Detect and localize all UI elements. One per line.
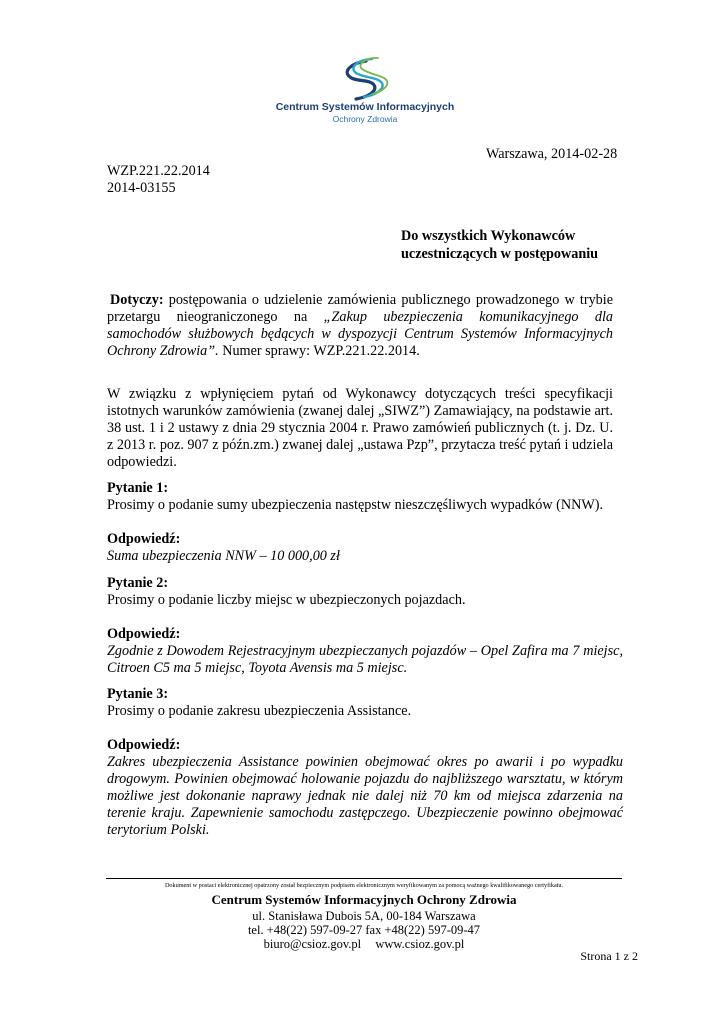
addressee-line-2: uczestniczących w postępowaniu [401, 246, 599, 262]
question-label: Pytanie 3: [107, 686, 169, 702]
reference-number: WZP.221.22.2014 [107, 163, 210, 179]
subject-title: „Zakup ubezpieczenia komunikacyjnego dla samochodów służbowych będących w dyspozycji Centrum Systemów Informacyjnych Ochrony Zdrowia”. [107, 309, 614, 359]
qa-3 [107, 686, 623, 839]
subject-label: Dotyczy: [110, 292, 164, 308]
answer-label: Odpowiedź: [107, 737, 181, 753]
answer-text: Zakres ubezpieczenia Assistance powinien obejmować okres po awarii i po wypadku drogowym. Powinien obejmować holowanie pojazdu do najbliższego warsztatu, w którym możliwe jest dokonanie naprawy jednak nie dalej niż 70 km od miejsca zdarzenia na terenie kraju. Zapewnienie samochodu zastępczego. Ubezpieczenie powinno obejmować terytorium Polski. [107, 754, 623, 838]
question-label: Pytanie 2: [107, 575, 169, 591]
question-text: Prosimy o podanie sumy ubezpieczenia następstw nieszczęśliwych wypadków (NNW). [107, 497, 604, 513]
subject-case-number: Numer sprawy: WZP.221.22.2014. [218, 343, 420, 359]
footer-divider [106, 878, 622, 879]
footer-email-link[interactable]: biuro@csioz.gov.pl [263, 937, 362, 951]
csioz-swirl-icon [270, 55, 460, 103]
question-label: Pytanie 1: [107, 480, 169, 496]
addressee [401, 227, 598, 263]
answer-text: Zgodnie z Dowodem Rejestracyjnym ubezpieczanych pojazdów – Opel Zafira ma 7 miejsc, Citroen C5 ma 5 miejsc, Toyota Avensis ma 5 miejsc. [107, 643, 623, 676]
answer-text: Suma ubezpieczenia NNW – 10 000,00 zł [107, 548, 340, 564]
logo-name: Centrum Systemów Informacyjnych [275, 101, 455, 113]
answer-label: Odpowiedź: [107, 531, 181, 547]
question-text: Prosimy o podanie zakresu ubezpieczenia Assistance. [107, 703, 412, 719]
logo [270, 55, 460, 123]
subject-paragraph [107, 292, 613, 360]
footer-contact [106, 936, 622, 952]
reference-number-2: 2014-03155 [107, 180, 176, 196]
footer-website-link[interactable]: www.csioz.gov.pl [375, 937, 465, 951]
signature-note: Dokument w postaci elektronicznej opatrzony został bezpiecznym podpisem elektronicznym weryfikowanym za pomocą ważnego kwalifikowanego certyfikatu. [164, 882, 564, 889]
addressee-line-1: Do wszystkich Wykonawców [401, 228, 576, 244]
page-number: Strona 1 z 2 [580, 949, 638, 963]
subject-text: postępowania o udzielenie zamówienia publicznego prowadzonego w trybie przetargu nieograniczonego na [107, 292, 613, 325]
question-text: Prosimy o podanie liczby miejsc w ubezpieczonych pojazdach. [107, 592, 466, 608]
footer-org: Centrum Systemów Informacyjnych Ochrony Zdrowia [211, 892, 517, 907]
answer-label: Odpowiedź: [107, 626, 181, 642]
qa-2 [107, 575, 623, 677]
place-date: Warszawa, 2014-02-28 [486, 146, 618, 162]
logo-subtitle: Ochrony Zdrowia [332, 114, 398, 124]
intro-paragraph: W związku z wpłynięciem pytań od Wykonawcy dotyczących treści specyfikacji istotnych warunków zamówienia (zwanej dalej „SIWZ”) Zamawiający, na podstawie art. 38 ust. 1 i 2 ustawy z dnia 29 stycznia 2004 r. Prawo zamówień publicznych (t. j. Dz. U. z 2013 r. poz. 907 z późn.zm.) zwanej dalej „ustawa Pzp”, przytacza treść pytań i udziela odpowiedzi. [107, 386, 613, 470]
qa-1 [107, 480, 623, 565]
footer-phone: tel. +48(22) 597-09-27 fax +48(22) 597-09-47 [247, 923, 481, 937]
footer-address: ul. Stanisława Dubois 5A, 00-184 Warszawa [252, 909, 476, 923]
